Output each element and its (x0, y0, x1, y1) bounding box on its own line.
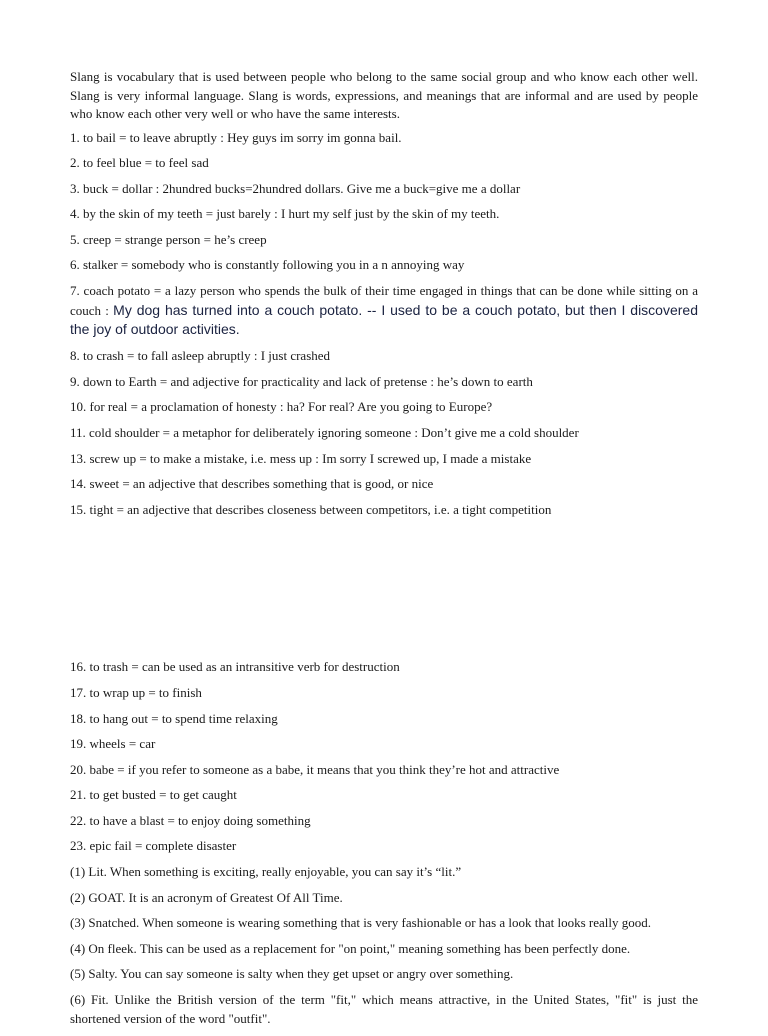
list-item: 2. to feel blue = to feel sad (70, 155, 209, 171)
couch-potato-example: My dog has turned into a couch potato. -- I used to be a couch potato, but then I discovered the joy of outdoor activities. (70, 301, 698, 338)
list-item-couch-potato (70, 282, 698, 340)
list-item: (2) GOAT. It is an acronym of Greatest Of All Time. (70, 889, 343, 905)
list-item: (6) Fit. Unlike the British version of the term "fit," which means attractive, in the United States, "fit" is just the shortened version of the word "outfit". (70, 992, 698, 1026)
list-item: 17. to wrap up = to finish (70, 684, 202, 700)
list-item: (4) On fleek. This can be used as a replacement for "on point," meaning something has been perfectly done. (70, 940, 631, 956)
list-item: 8. to crash = to fall asleep abruptly : I just crashed (70, 348, 331, 364)
list-item: 16. to trash = can be used as an intransitive verb for destruction (70, 659, 400, 675)
list-item: (5) Salty. You can say someone is salty when they get upset or angry over something. (70, 966, 514, 982)
list-item: 5. creep = strange person = he’s creep (70, 231, 267, 247)
list-item: 11. cold shoulder = a metaphor for deliberately ignoring someone : Don’t give me a cold shoulder (70, 424, 579, 440)
list-item: 6. stalker = somebody who is constantly following you in a n annoying way (70, 257, 465, 273)
list-item: 10. for real = a proclamation of honesty : ha? For real? Are you going to Europe? (70, 399, 493, 415)
couch-potato-definition: 7. coach potato = a lazy person who spends the bulk of their time engaged in things that can be done while sitting on a couch : (70, 283, 698, 318)
list-item: (1) Lit. When something is exciting, really enjoyable, you can say it’s “lit.” (70, 864, 462, 880)
slang-list-part2 (70, 347, 698, 519)
slang-list-part1 (70, 129, 698, 340)
list-item: 13. screw up = to make a mistake, i.e. mess up : Im sorry I screwed up, I made a mistake (70, 450, 532, 466)
list-item: 22. to have a blast = to enjoy doing something (70, 812, 311, 828)
list-item: 20. babe = if you refer to someone as a babe, it means that you think they’re hot and attractive (70, 761, 560, 777)
list-item: 21. to get busted = to get caught (70, 787, 237, 803)
blank-space (70, 526, 698, 658)
list-item: 14. sweet = an adjective that describes something that is good, or nice (70, 476, 434, 492)
list-item: 4. by the skin of my teeth = just barely : I hurt my self just by the skin of my teeth. (70, 206, 500, 222)
list-item: 23. epic fail = complete disaster (70, 838, 237, 854)
list-item: (3) Snatched. When someone is wearing something that is very fashionable or has a look that looks really good. (70, 915, 652, 931)
list-item: 19. wheels = car (70, 736, 156, 752)
list-item: 9. down to Earth = and adjective for practicality and lack of pretense : he’s down to earth (70, 373, 533, 389)
list-item: 18. to hang out = to spend time relaxing (70, 710, 278, 726)
list-item: 15. tight = an adjective that describes closeness between competitors, i.e. a tight competition (70, 501, 552, 517)
intro-paragraph: Slang is vocabulary that is used between people who belong to the same social group and who know each other well. Slang is very informal language. Slang is words, expressions, and meanings that are informal and are used by people who know each other very well or who have the same interests. (70, 69, 698, 121)
list-item: 1. to bail = to leave abruptly : Hey guys im sorry im gonna bail. (70, 129, 402, 145)
slang-list-part3 (70, 658, 698, 1028)
list-item: 3. buck = dollar : 2hundred bucks=2hundred dollars. Give me a buck=give me a dollar (70, 180, 521, 196)
document-page (70, 68, 698, 1036)
